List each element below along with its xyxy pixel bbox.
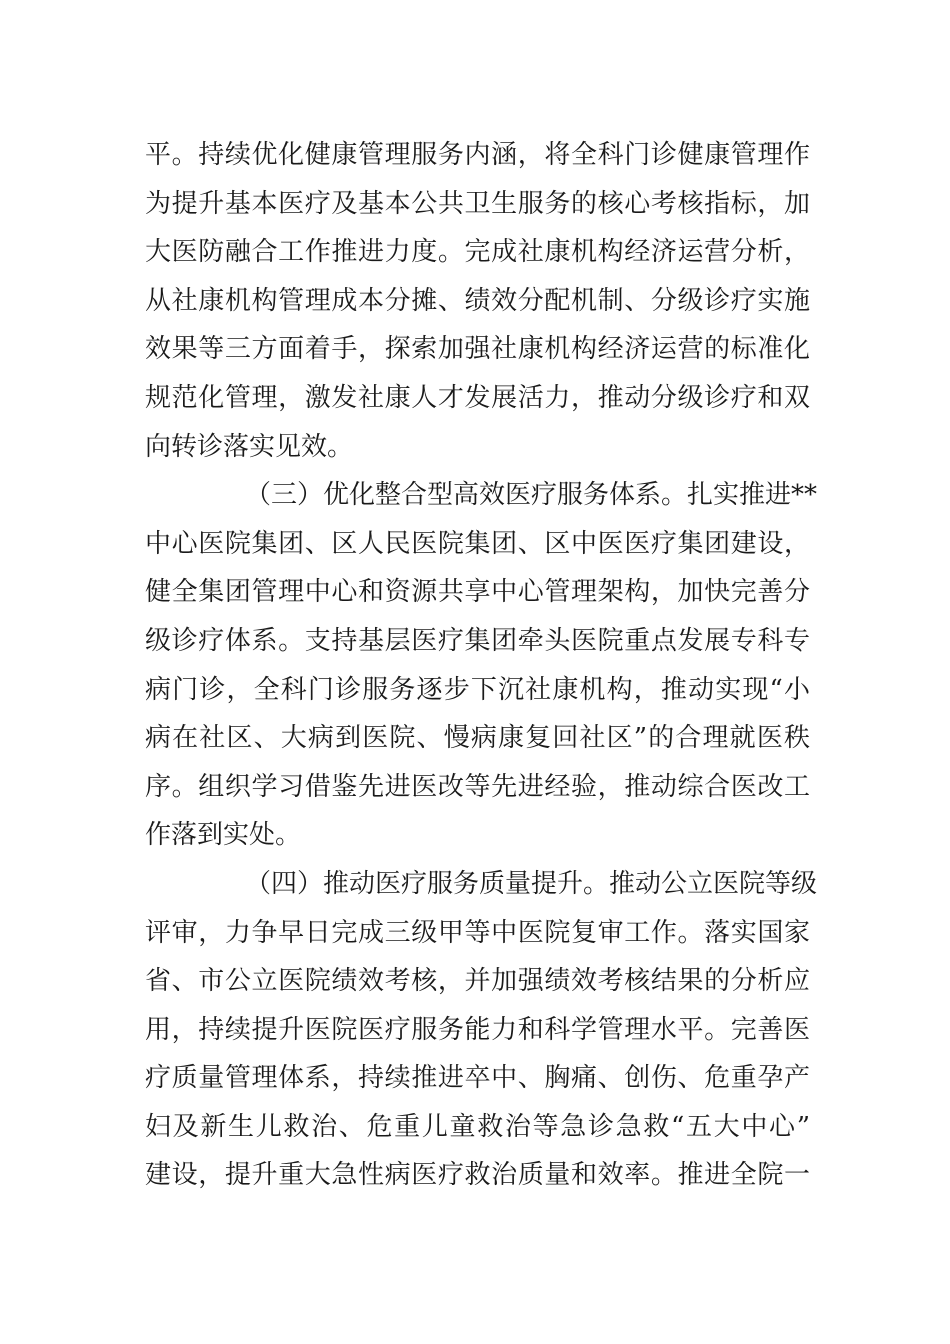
document-body xyxy=(145,131,818,1200)
paragraph-2-line-5: 病门诊，全科门诊服务逐步下沉社康机构，推动实现“小 xyxy=(145,674,810,705)
paragraph-2-heading-line: （三）优化整合型高效医疗服务体系。扎实推进** xyxy=(245,480,818,511)
paragraph-1-line-4: 从社康机构管理成本分摊、绩效分配机制、分级诊疗实施 xyxy=(145,285,810,316)
paragraph-3-heading-line: （四）推动医疗服务质量提升。推动公立医院等级 xyxy=(245,868,818,899)
paragraph-1-line-2: 为提升基本医疗及基本公共卫生服务的核心考核指标，加 xyxy=(145,188,810,219)
paragraph-3-line-6: 妇及新生儿救治、危重儿童救治等急诊急救“五大中心” xyxy=(145,1111,810,1142)
paragraph-3-line-2: 评审，力争早日完成三级甲等中医院复审工作。落实国家 xyxy=(145,917,810,948)
paragraph-1-line-7: 向转诊落实见效。 xyxy=(145,431,354,462)
paragraph-2-line-6: 病在社区、大病到医院、慢病康复回社区”的合理就医秩 xyxy=(145,723,810,754)
paragraph-2-line-7: 序。组织学习借鉴先进医改等先进经验，推动综合医改工 xyxy=(145,771,810,802)
paragraph-3-line-5: 疗质量管理体系，持续推进卒中、胸痛、创伤、危重孕产 xyxy=(145,1063,810,1094)
paragraph-1-line-3: 大医防融合工作推进力度。完成社康机构经济运营分析， xyxy=(145,237,810,268)
paragraph-3-line-4: 用，持续提升医院医疗服务能力和科学管理水平。完善医 xyxy=(145,1014,810,1045)
paragraph-2-line-3: 健全集团管理中心和资源共享中心管理架构，加快完善分 xyxy=(145,577,810,608)
paragraph-1-line-6: 规范化管理，激发社康人才发展活力，推动分级诊疗和双 xyxy=(145,382,810,413)
paragraph-3-line-3: 省、市公立医院绩效考核，并加强绩效考核结果的分析应 xyxy=(145,966,810,997)
paragraph-2-line-4: 级诊疗体系。支持基层医疗集团牵头医院重点发展专科专 xyxy=(145,625,810,656)
paragraph-2-line-8: 作落到实处。 xyxy=(145,820,302,851)
paragraph-1-line-5: 效果等三方面着手，探索加强社康机构经济运营的标准化 xyxy=(145,334,810,365)
paragraph-1-line-1: 平。持续优化健康管理服务内涵，将全科门诊健康管理作 xyxy=(145,140,810,170)
paragraph-3-line-7: 建设，提升重大急性病医疗救治质量和效率。推进全院一 xyxy=(145,1160,810,1191)
paragraph-2-line-2: 中心医院集团、区人民医院集团、区中医医疗集团建设， xyxy=(145,528,810,559)
